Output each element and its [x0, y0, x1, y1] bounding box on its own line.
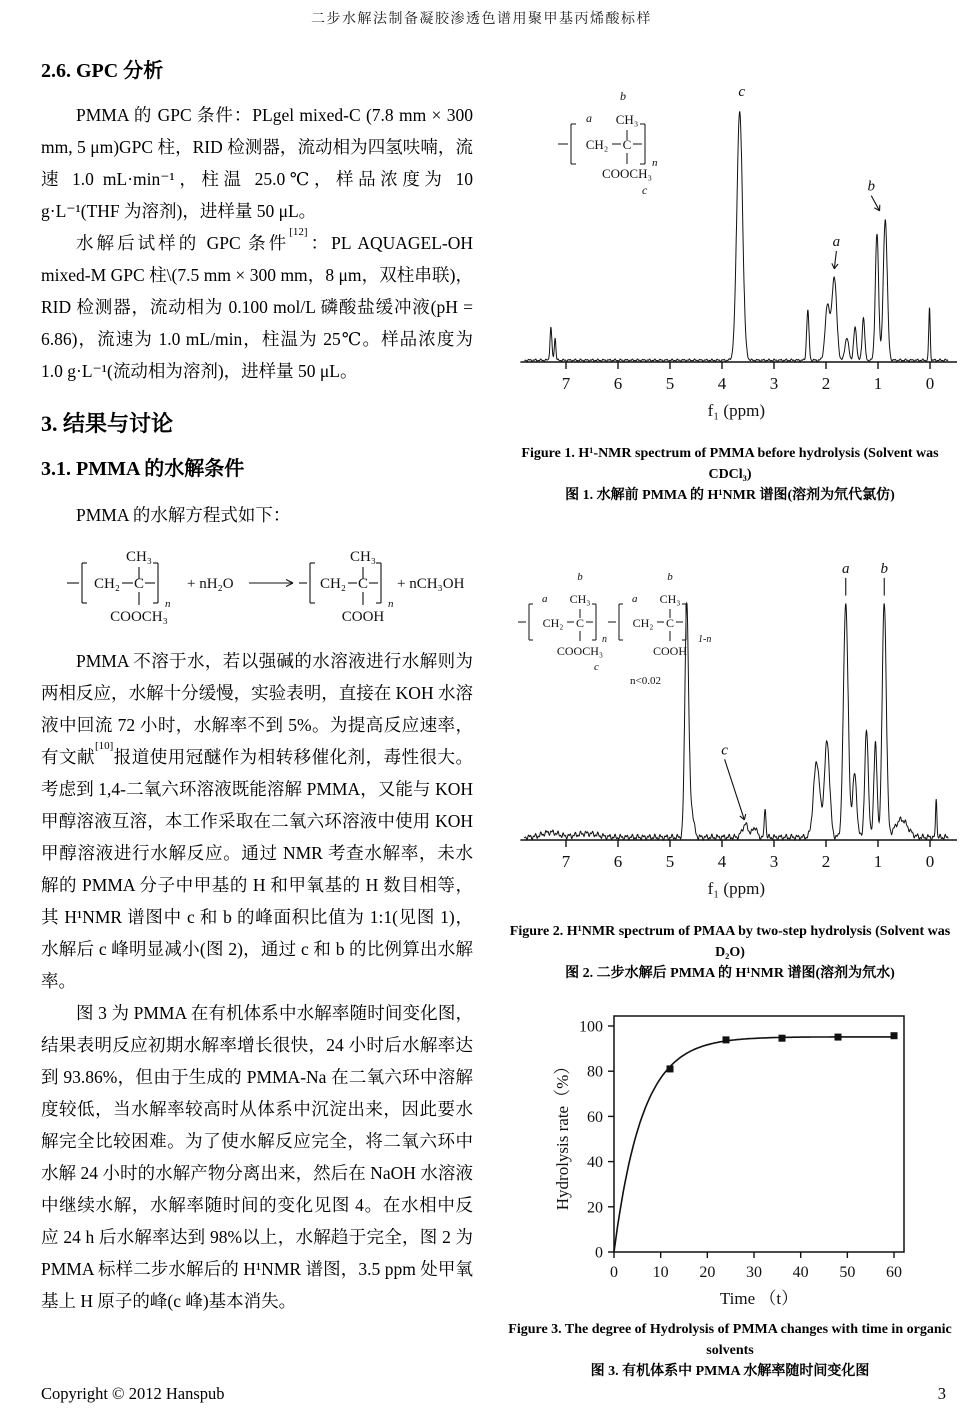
figure-1-caption	[502, 443, 958, 506]
x-tick-label: 60	[886, 1264, 903, 1281]
figure-2-caption-zh: 图 2. 二步水解后 PMMA 的 H¹NMR 谱图(溶剂为氘水)	[565, 966, 895, 981]
x-tick-label: 6	[613, 852, 623, 871]
structure-ch3: CH₃	[569, 592, 591, 606]
reference-superscript: [12]	[289, 226, 308, 239]
y-axis-label: Hydrolysis rate（%）	[553, 1057, 572, 1211]
section-heading-gpc: 2.6. GPC 分析	[41, 60, 164, 82]
paragraph-gpc-after-hydrolysis	[41, 227, 473, 387]
structure-ester: COOCH₃	[556, 644, 604, 658]
section-heading-hydrolysis-conditions: 3.1. PMMA 的水解条件	[41, 458, 245, 480]
formula-ester: COOCH₃	[110, 609, 168, 625]
structure-c: C	[665, 616, 675, 630]
copyright-text: Copyright © 2012 Hanspub	[41, 1384, 225, 1403]
figure-2	[502, 522, 958, 984]
paragraph-text: PMMA 不溶于水，若以强碱的水溶液进行水解则为两相反应，水解十分缓慢，实验表明，直接在 KOH 水溶液中回流 72 小时，水解率不到 5%。为提高反应速率，有文献	[41, 651, 473, 767]
x-axis-label: Time （t）	[719, 1289, 799, 1308]
x-tick-label: 4	[717, 374, 727, 393]
x-tick-label: 40	[792, 1264, 809, 1281]
y-tick-label: 20	[587, 1199, 603, 1217]
y-tick-label: 40	[587, 1154, 603, 1172]
y-tick-label: 80	[587, 1063, 603, 1081]
data-point	[779, 1035, 786, 1042]
data-point	[667, 1065, 674, 1072]
figure-3-caption-en: Figure 3. The degree of Hydrolysis of PMMA changes with time in organic solvents	[508, 1322, 952, 1358]
fit-curve	[614, 1037, 894, 1252]
structure-label-b: b	[620, 89, 626, 103]
x-tick-label: 50	[839, 1264, 856, 1281]
plus-water: + nH₂O	[187, 576, 234, 592]
paragraph-hydrolysis-discussion	[41, 645, 473, 997]
figure-3	[502, 1000, 958, 1382]
peak-label-b: b	[880, 560, 888, 577]
subscript-n: n	[388, 598, 394, 610]
figure-3-hydrolysis-plot	[502, 1000, 957, 1312]
paragraph-text: 水解后试样的 GPC 条件	[76, 233, 290, 253]
figure-3-caption-zh: 图 3. 有机体系中 PMMA 水解率随时间变化图	[590, 1364, 870, 1379]
peak-label-c: c	[738, 84, 746, 101]
x-tick-label: 7	[561, 852, 571, 871]
formula-acid: COOH	[341, 609, 385, 625]
y-tick-label: 0	[595, 1244, 603, 1262]
data-point	[723, 1036, 730, 1043]
x-axis-label: f₁ (ppm)	[707, 879, 765, 898]
structure-label-a: a	[542, 593, 548, 605]
formula-c: C	[357, 576, 369, 592]
y-tick-label: 100	[579, 1018, 603, 1036]
paragraph-text: ：PL AQUAGEL-OH mixed-M GPC 柱\(7.5 mm × 300 mm，8 μm，双柱串联)，RID 检测器，流动相为 0.100 mol/L 磷酸盐缓冲液(pH = 6.86)，流速为 1.0 mL/min，柱温为 25℃。样品浓度为 1.0 g·L⁻¹(流动相为溶剂)，进样量 50 μL。	[41, 233, 474, 381]
x-tick-label: 1	[873, 852, 883, 871]
peak-pointer	[725, 759, 745, 820]
structure-c: C	[575, 616, 585, 630]
structure-sub-1n: 1-n	[698, 634, 712, 645]
paragraph-gpc-conditions	[41, 99, 473, 227]
x-tick-label: 0	[925, 852, 935, 871]
x-tick-label: 7	[561, 374, 571, 393]
formula-c: C	[133, 576, 145, 592]
structure-ch2: CH₂	[632, 616, 654, 630]
paragraph-equation-intro: PMMA 的水解方程式如下：	[76, 505, 291, 525]
x-tick-label: 3	[769, 852, 779, 871]
section-heading-results: 3. 结果与讨论	[41, 411, 174, 436]
x-axis-label: f₁ (ppm)	[707, 401, 765, 420]
paragraph-text: 图 3 为 PMMA 在有机体系中水解率随时间变化图，结果表明反应初期水解率增长很快，24 小时后水解率达到 93.86%，但由于生成的 PMMA-Na 在二氧六环中溶解度较低，当水解率较高时从体系中沉淀出来，因此要水解完全比较困难。为了使水解反应完全，将二氧六环中水解 24 小时的水解产物分离出来，然后在 NaOH 水溶液中继续水解，水解率随时间的变化见图 4。在水相中反应 24 h 后水解率达到 98%以上，水解趋于完全，图 2 为 PMMA 标样二步水解后的 H¹NMR 谱图，3.5 ppm 处甲氧基上 H 原子的峰(c 峰)基本消失。	[41, 1003, 473, 1311]
pmaa-structure-inset	[518, 571, 711, 687]
structure-label-c: c	[642, 183, 648, 197]
structure-sub-n: n	[602, 634, 607, 645]
pmma-structure-inset	[558, 89, 658, 197]
structure-sub-n: n	[652, 157, 658, 169]
paragraph-figure3-discussion	[41, 997, 473, 1317]
structure-ch2: CH₂	[585, 137, 609, 152]
figure-1-nmr-plot	[502, 44, 957, 436]
structure-label-a: a	[632, 593, 638, 605]
x-tick-label: 2	[821, 374, 831, 393]
reference-superscript: [10]	[94, 740, 114, 753]
paragraph-text: PMMA 的 GPC 条件：PLgel mixed-C (7.8 mm × 300 mm, 5 μm)GPC 柱，RID 检测器，流动相为四氢呋喃，流速 1.0 mL·min⁻¹，柱温 25.0℃，样品浓度为 10 g·L⁻¹(THF 为溶剂)，进样量 50 μL。	[41, 105, 473, 221]
x-tick-label: 4	[717, 852, 727, 871]
peak-label-a: a	[842, 560, 850, 577]
structure-ester: COOCH₃	[601, 166, 653, 181]
data-point	[835, 1034, 842, 1041]
subscript-n: n	[165, 598, 171, 610]
x-tick-label: 0	[610, 1264, 618, 1281]
structure-ch2: CH₂	[542, 616, 564, 630]
formula-ch2: CH₂	[319, 576, 347, 592]
structure-label-b: b	[667, 571, 673, 583]
x-tick-label: 3	[769, 374, 779, 393]
structure-ch3: CH₃	[615, 112, 639, 127]
structure-note: n<0.02	[630, 675, 661, 687]
nmr-trace	[524, 603, 948, 840]
paragraph-text: 报道使用冠醚作为相转移催化剂，毒性很大。考虑到 1,4-二氧六环溶液既能溶解 PMMA，又能与 KOH 甲醇溶液互溶，本工作采取在二氧六环溶液中使用 KOH 甲醇溶液进行水解反应。通过 NMR 考查水解率，未水解的 PMMA 分子中甲基的 H 和甲氧基的 H 数目相等，其 H¹NMR 谱图中 c 和 b 的峰面积比值为 1:1(见图 1)，水解后 c 峰明显减小(图 2)，通过 c 和 b 的比例算出水解率。	[41, 747, 474, 991]
text-column	[41, 48, 473, 1317]
formula-ch2: CH₂	[93, 576, 121, 592]
figure-2-caption-en: Figure 2. H¹NMR spectrum of PMAA by two-step hydrolysis (Solvent was D₂O)	[509, 924, 951, 960]
structure-c: C	[622, 137, 632, 152]
structure-ch3: CH₃	[659, 592, 681, 606]
figure-column	[502, 44, 958, 1398]
figure-2-caption	[502, 921, 958, 984]
plot-frame	[614, 1016, 904, 1252]
figure-1	[502, 44, 958, 506]
page-number: 3	[937, 1384, 946, 1403]
figure-2-nmr-plot	[502, 522, 957, 914]
formula-ch3: CH₃	[125, 549, 153, 565]
figure-3-caption	[502, 1319, 958, 1382]
structure-label-b: b	[577, 571, 583, 583]
peak-label-b: b	[867, 178, 875, 195]
structure-acid: COOH	[652, 644, 688, 658]
hydrolysis-equation	[41, 539, 473, 635]
running-title: 二步水解法制备凝胶渗透色谱用聚甲基丙烯酸标样	[311, 12, 652, 27]
x-tick-label: 2	[821, 852, 831, 871]
x-tick-label: 20	[699, 1264, 716, 1281]
figure-1-caption-zh: 图 1. 水解前 PMMA 的 H¹NMR 谱图(溶剂为氘代氯仿)	[565, 488, 895, 503]
data-point	[891, 1032, 898, 1039]
peak-pointer-head	[832, 263, 834, 268]
formula-ch3: CH₃	[349, 549, 377, 565]
figure-1-caption-en: Figure 1. H¹-NMR spectrum of PMMA before hydrolysis (Solvent was CDCl₃)	[521, 446, 939, 482]
x-tick-label: 5	[665, 374, 675, 393]
x-tick-label: 1	[873, 374, 883, 393]
structure-label-c: c	[594, 661, 599, 673]
x-tick-label: 5	[665, 852, 675, 871]
peak-label-a: a	[832, 234, 841, 251]
page-footer	[41, 1384, 946, 1404]
peak-pointer-head	[744, 814, 745, 820]
x-tick-label: 10	[652, 1264, 669, 1281]
peak-label-c: c	[721, 742, 728, 759]
x-tick-label: 0	[925, 374, 935, 393]
y-tick-label: 60	[587, 1108, 603, 1126]
structure-label-a: a	[586, 111, 592, 125]
plus-methanol: + nCH₃OH	[397, 576, 465, 592]
x-tick-label: 6	[613, 374, 623, 393]
x-tick-label: 30	[746, 1264, 763, 1281]
